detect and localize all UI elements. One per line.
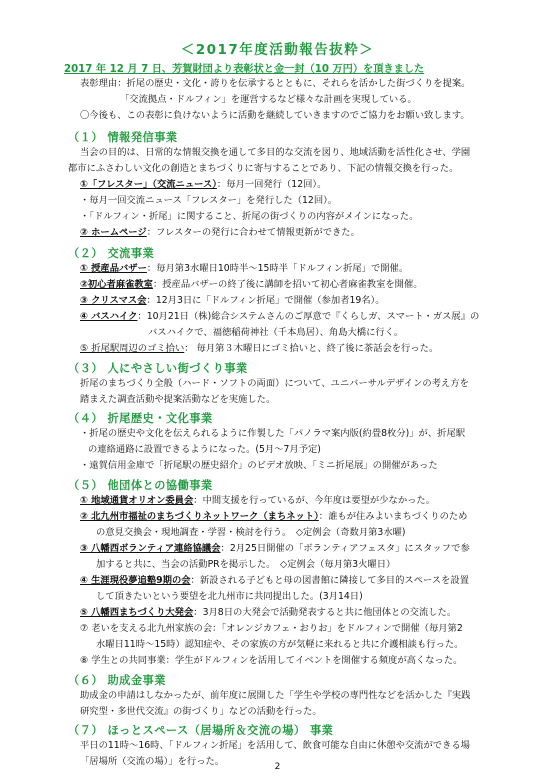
section-6-body-1: 助成金の申請はしなかったが、前年度に展開した「学生や学校の専門性などを活かした『実践 xyxy=(80,690,471,701)
section-1-body-2: 都市にふさわしい文化の創造とまちづくりに寄与することであり、下記の情報交換を行った。 xyxy=(68,163,459,174)
section-2-item-2-label: ②初心者麻雀教室 xyxy=(80,279,153,290)
section-5-item-5-label: ⑤ 八幡西まちづくり大発会 xyxy=(80,607,194,618)
section-5-item-3-label: ③ 八幡西ボランティア連絡協議会 xyxy=(80,543,221,554)
section-3-heading: （３） 人にやさしい街づくり事業 xyxy=(68,362,248,375)
section-2-item-4-cont: バスハイクで、福徳稲荷神社（千本鳥居）、角島大橋に行く。 xyxy=(148,327,404,338)
section-5-item-7: ⑧ 学生との共同事業：学生がドルフィンを活用してイベントを開催する頻度が高くなった。 xyxy=(80,655,463,666)
section-6-body-2: 研究型・多世代交流』の街づくり」などの活動を行った。 xyxy=(80,706,322,717)
section-5-item-1-label: ① 地域通貨オリオン委員会 xyxy=(80,495,194,506)
section-1-item-1-sub-2: ・「ドルフィン・折尾」に関すること、折尾の街づくりの内容がメインになった。 xyxy=(80,211,419,222)
section-5-heading: （５） 他団体との協働事業 xyxy=(68,479,213,492)
section-2-item-2 xyxy=(80,279,423,291)
section-2-item-1-label: ① 授産品バザー xyxy=(80,263,147,274)
section-5-item-5-text: ：3月8日の大発会で活動発表すると共に他団体との交流した。 xyxy=(193,607,457,618)
section-5-item-6: ⑦ 老いを支える北九州家族の会：「オレンジカフェ・おりお」をドルフィンで開催（毎月第2 xyxy=(80,623,463,634)
section-7-body-2: 「居場所（交流の場）」を行った。 xyxy=(80,756,225,767)
section-4-body-3: ・遠賀信用金庫で「折尾駅の歴史紹介」のビデオ放映、「ミニ折尾展」の開催があった xyxy=(80,460,438,471)
section-1-item-2-label: ② ホームページ xyxy=(80,227,147,238)
section-5-item-3 xyxy=(80,543,470,555)
document-title: ＜2017年度活動報告抜粋＞ xyxy=(180,42,375,58)
section-2-item-2-text: ：授産品バザーの終了後に講師を招いて初心者麻雀教室を開催。 xyxy=(152,279,423,290)
page-number: 2 xyxy=(274,762,281,772)
section-6-heading: （６） 助成金事業 xyxy=(68,674,166,687)
section-5-item-4-text: ：新設される子どもと母の図書館に隣接して多目的スペースを設置 xyxy=(190,575,469,586)
section-5-item-1-text: ：中間支援を行っているが、今年度は要望が少なかった。 xyxy=(193,495,436,506)
section-4-heading: （４） 折尾歴史・文化事業 xyxy=(68,412,213,425)
section-5-item-1 xyxy=(80,495,435,507)
section-2-item-4 xyxy=(80,311,479,323)
section-2-item-3-label: ③ クリスマス会 xyxy=(80,295,147,306)
section-2-item-4-label: ④ バスハイク xyxy=(80,311,138,322)
section-1-heading: （１） 情報発信事業 xyxy=(68,131,178,144)
section-7-body-1: 平日の11時〜16時、「ドルフィン折尾」を活用して、飲食可能な自由に休憩や交流ができる場 xyxy=(80,740,470,751)
section-5-item-4-label: ④ 生涯現役夢追塾9期の会 xyxy=(80,575,191,586)
section-5-item-6-cont: 水曜日11時〜15時）認知症や、その家族の方が気軽に来れると共に介護相談も行った。 xyxy=(96,639,464,650)
section-1-item-1-sub-1: ・毎月一回交流ニュース「フレスター」を発行した（12回）。 xyxy=(80,195,338,206)
section-5-item-4-cont: して頂きたいという要望を北九州市に共同提出した。(3月14日) xyxy=(96,591,363,602)
section-1-body-1: 当会の目的は、日常的な情報交換を通して多目的な交流を図り、地域活動を活性化させ、学園 xyxy=(80,147,471,158)
section-2-item-5-label: ⑤ 折尾駅周辺のゴミ拾い xyxy=(80,343,185,354)
section-1-item-1-label: ①「フレスター」（交流ニュース） xyxy=(80,179,217,190)
section-2-item-1 xyxy=(80,263,408,275)
section-4-body-2: の連絡通路に設置できるようになった。(5月〜7月予定) xyxy=(88,444,321,455)
section-2-item-4-text: ：10月21日（株)総合システムさんのご厚意で『くらしガ、スマート・ガス展』の xyxy=(137,311,480,322)
section-5-item-4 xyxy=(80,575,469,587)
section-2-item-1-text: ：毎月第3水曜日10時半〜15時半「ドルフィン折尾」で開催。 xyxy=(146,263,409,274)
section-1-item-2-text: ：フレスターの発行に合わせて情報更新ができた。 xyxy=(146,227,360,238)
section-7-heading: （７） ほっとスペース（居場所＆交流の場） 事業 xyxy=(68,724,334,737)
section-2-item-5-text: ： 毎月第３木曜日にゴミ拾いと、終了後に茶話会を行った。 xyxy=(184,343,439,354)
section-5-item-2 xyxy=(80,511,467,523)
section-5-item-2-label: ② 北九州市福祉のまちづくりネットワーク（まちネット） xyxy=(80,511,319,522)
section-2-heading: （２） 交流事業 xyxy=(68,247,155,260)
section-1-item-1-text: ：毎月一回発行（12回）。 xyxy=(216,179,327,190)
award-announcement: 2017 年 12 月 7 日、芳賀財団より表彰状と金一封（10 万円）を頂きました xyxy=(64,64,425,75)
section-5-item-3-cont: 加すると共に、当会の活動PRを掲示した。 ◇定例会（毎月第3火曜日） xyxy=(96,559,396,570)
section-4-body-1: ・折尾の歴史や文化を伝えられるように作製した「パノラマ案内版(約畳8枚分)」が、折尾駅 xyxy=(80,428,466,439)
intro-line-2: 「交流拠点・ドルフィン」を運営するなど様々な計画を実現している。 xyxy=(120,94,417,105)
section-1-item-2 xyxy=(80,227,360,239)
intro-line-1: 表彰理由：折尾の歴史・文化・誇りを伝承するとともに、それらを活かした街づくりを提案。 xyxy=(80,78,471,89)
section-2-item-3 xyxy=(80,295,385,307)
intro-line-3: 〇今後も、この表彰に負けないように活動を継続していきますのでご協力をお願い致します。 xyxy=(80,110,470,121)
section-2-item-3-text: ：12月3日に「ドルフィン折尾」で開催（参加者19名）。 xyxy=(146,295,385,306)
section-5-item-5 xyxy=(80,607,456,619)
section-2-item-5 xyxy=(80,343,438,355)
section-5-item-2-cont: の意見交換会・現地調査・学習・検討を行う。 ◇定例会（奇数月第3水曜) xyxy=(96,527,406,538)
section-1-item-1 xyxy=(80,179,326,191)
section-3-body-1: 折尾のまちづくり全般（ハード・ソフトの両面）について、ユニバーサルデザインの考え方を xyxy=(80,378,469,389)
section-5-item-3-text: ：2月25日開催の「ボランティアフェスタ」にスタッフで参 xyxy=(220,543,470,554)
section-5-item-2-text: ：誰もが住みよいまちづくりのため xyxy=(318,511,468,522)
section-3-body-2: 踏まえた調査活動や提案活動などを実施した。 xyxy=(80,394,276,405)
